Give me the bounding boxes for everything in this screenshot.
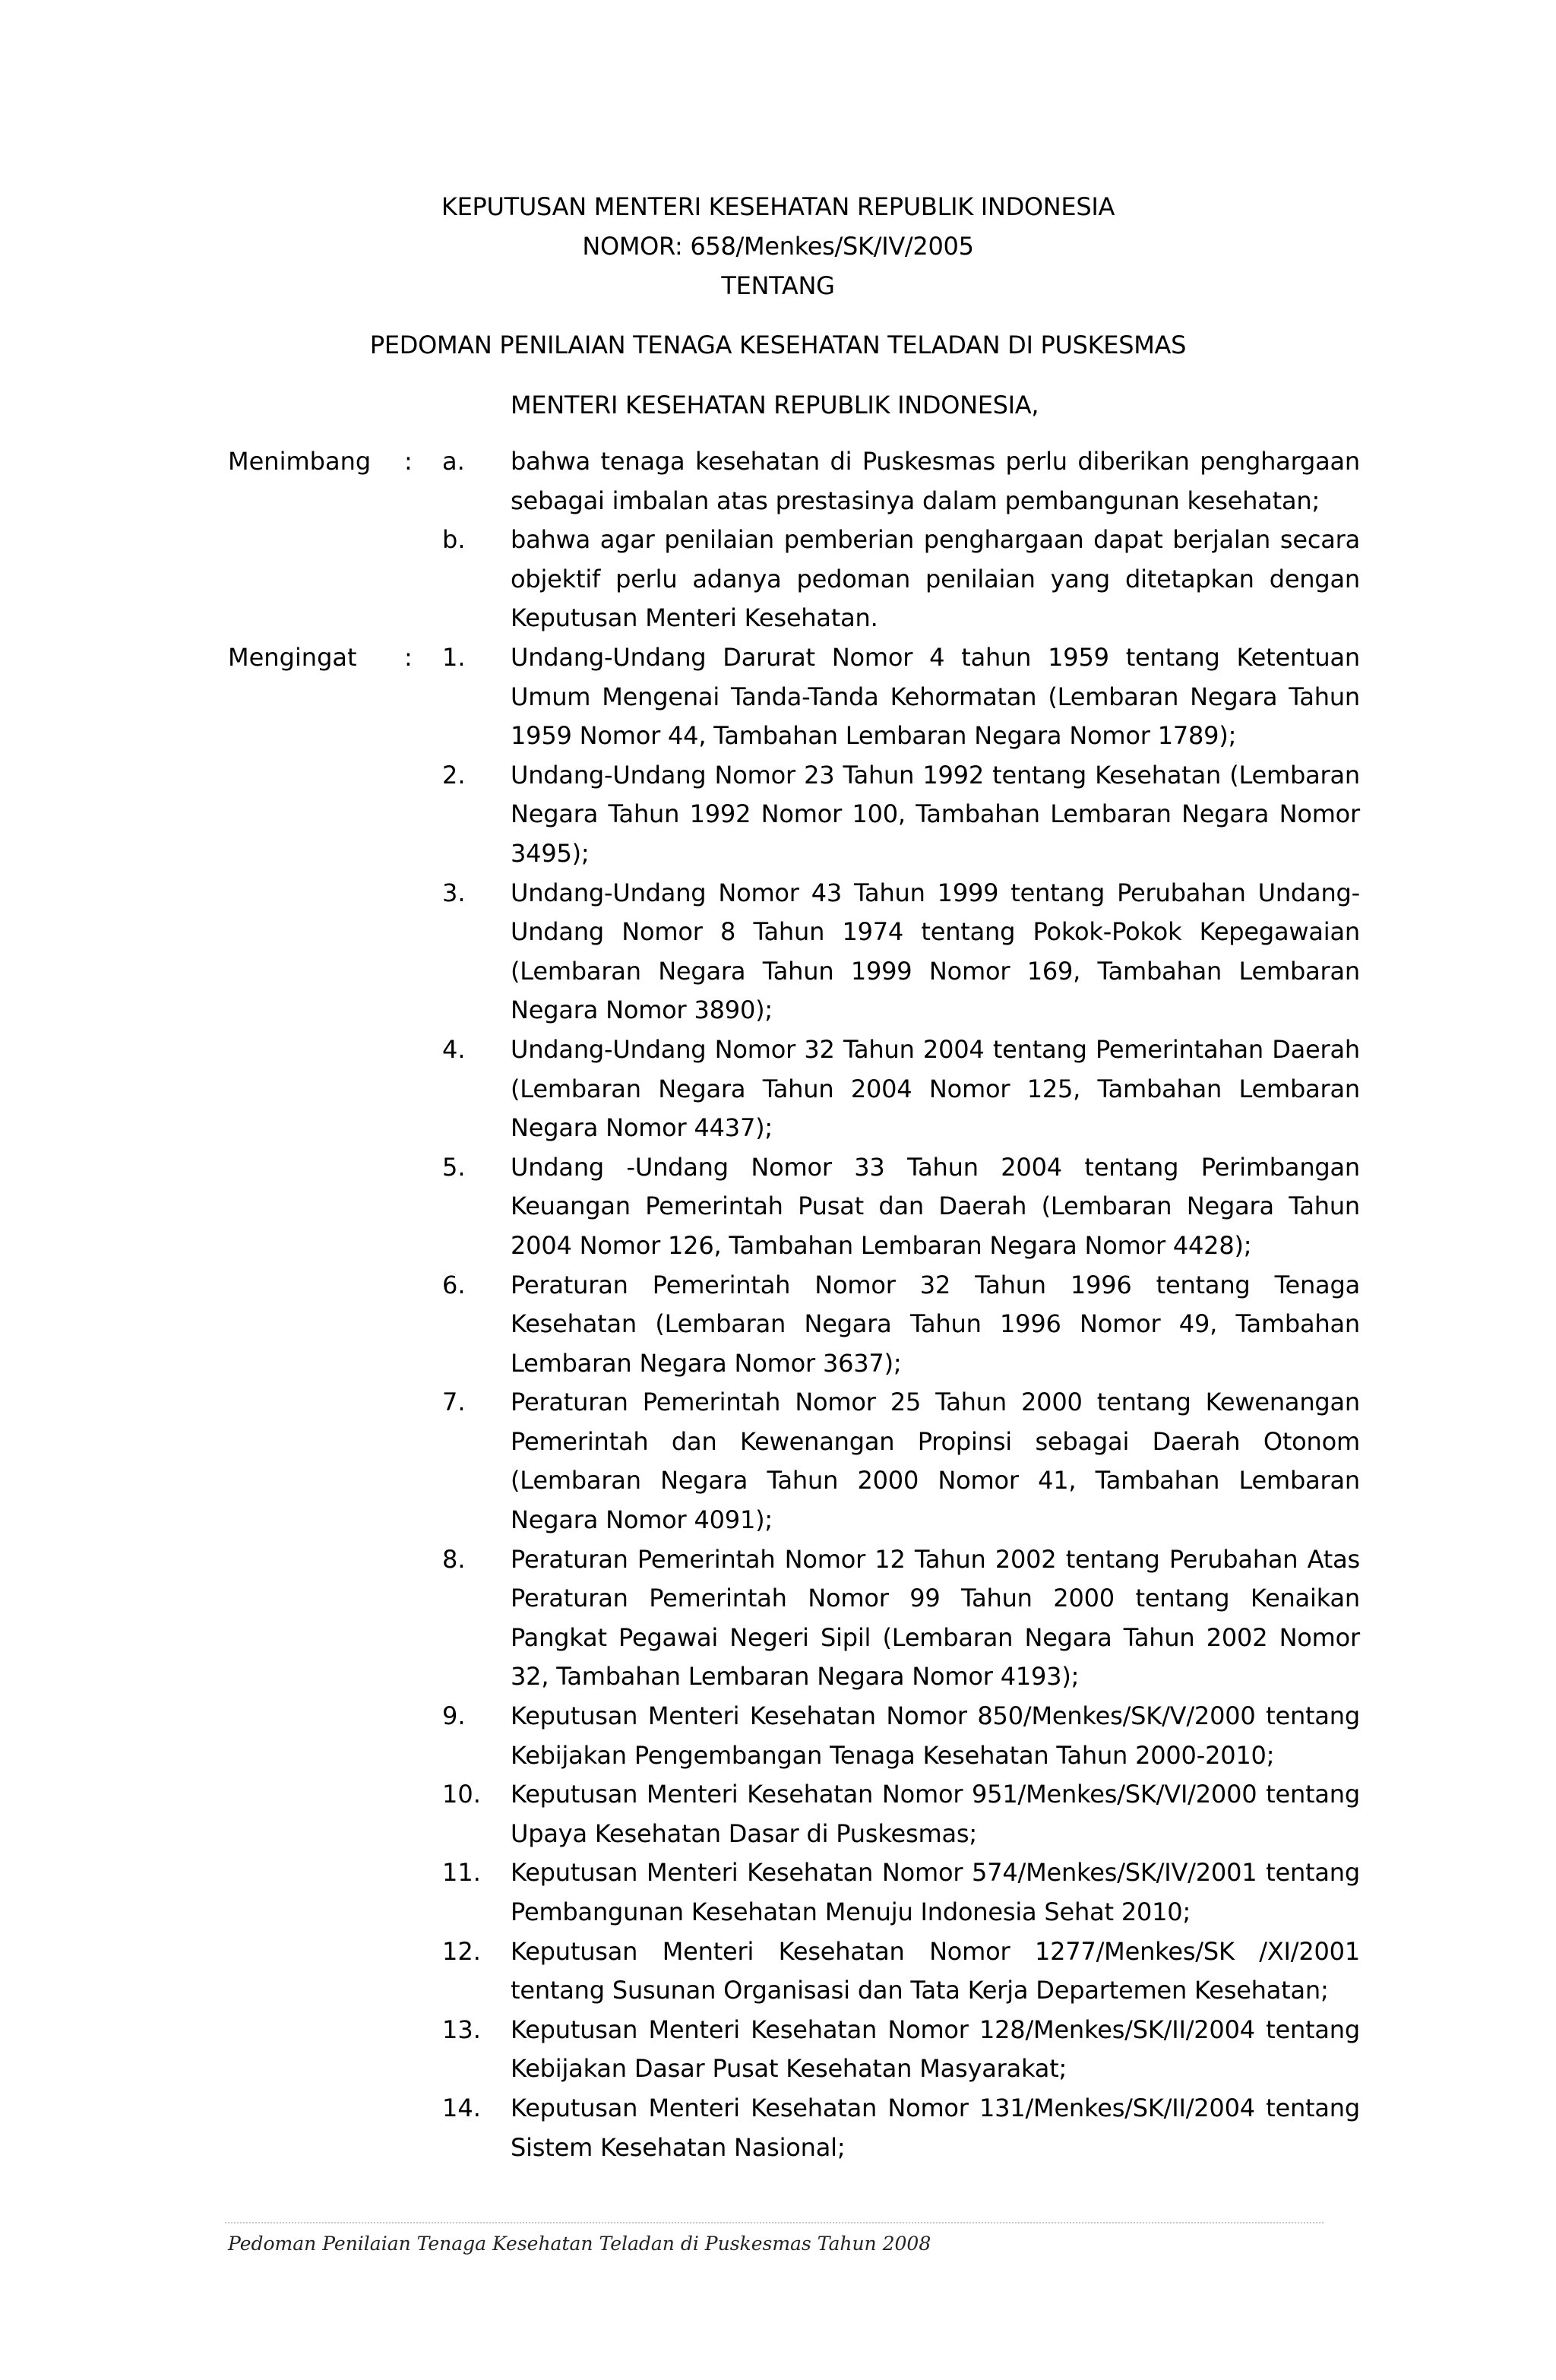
mengingat-section [228,638,1368,2167]
item-number: 7. [442,1388,466,1417]
item-text: Undang-Undang Nomor 43 Tahun 1999 tentang Perubahan Undang-Undang Nomor 8 Tahun 1974 tentang Pokok-Pokok Kepegawaian (Lembaran Negara Tahun 1999 Nomor 169, Tambahan Lembaran Negara Nomor 3890); [511,878,1360,1025]
item-text: bahwa agar penilaian pemberian penghargaan dapat berjalan secara objektif perlu adanya pedoman penilaian yang ditetapkan dengan Keputusan Menteri Kesehatan. [511,525,1360,633]
decree-subject: PEDOMAN PENILAIAN TENAGA KESEHATAN TELADAN DI PUSKESMAS [369,331,1187,359]
item-number: b. [442,525,466,555]
item-number: 2. [442,760,466,790]
item-number: a. [442,447,465,476]
mengingat-item [228,1148,1368,1266]
menimbang-label: Menimbang [228,447,372,476]
item-text: Undang-Undang Darurat Nomor 4 tahun 1959 tentang Ketentuan Umum Mengenai Tanda-Tanda Kehormatan (Lembaran Negara Tahun 1959 Nomor 44, Tambahan Lembaran Negara Nomor 1789); [511,643,1360,751]
item-text: Peraturan Pemerintah Nomor 25 Tahun 2000 tentang Kewenangan Pemerintah dan Kewenangan Propinsi sebagai Daerah Otonom (Lembaran Negara Tahun 2000 Nomor 41, Tambahan Lembaran Negara Nomor 4091); [511,1388,1360,1535]
decree-tentang: TENTANG [721,271,835,300]
mengingat-item [228,1932,1368,2011]
item-number: 12. [442,1936,481,1966]
mengingat-item [228,1853,1368,1932]
item-number: 1. [442,643,466,672]
item-text: Keputusan Menteri Kesehatan Nomor 951/Menkes/SK/VI/2000 tentang Upaya Kesehatan Dasar di Puskesmas; [511,1780,1360,1848]
page-footer: Pedoman Penilaian Tenaga Kesehatan Teladan di Puskesmas Tahun 2008 [228,2233,931,2255]
mengingat-item [228,1266,1368,1384]
mengingat-item [228,1383,1368,1540]
mengingat-label: Mengingat [228,643,357,672]
item-text: Peraturan Pemerintah Nomor 32 Tahun 1996 tentang Tenaga Kesehatan (Lembaran Negara Tahun 1996 Nomor 49, Tambahan Lembaran Negara Nomor 3637); [511,1270,1360,1378]
item-number: 5. [442,1152,466,1182]
item-number: 8. [442,1544,466,1574]
mengingat-item [228,2089,1368,2167]
item-number: 9. [442,1701,466,1731]
item-number: 11. [442,1858,481,1888]
item-text: Undang-Undang Nomor 23 Tahun 1992 tentang Kesehatan (Lembaran Negara Tahun 1992 Nomor 100, Tambahan Lembaran Negara Nomor 3495); [511,760,1360,868]
mengingat-item [228,874,1368,1030]
minister-heading: MENTERI KESEHATAN REPUBLIK INDONESIA, [511,391,1039,419]
mengingat-item [228,756,1368,874]
mengingat-item [228,1775,1368,1853]
mengingat-item [228,1540,1368,1697]
item-text: Keputusan Menteri Kesehatan Nomor 574/Menkes/SK/IV/2001 tentang Pembangunan Kesehatan Menuju Indonesia Sehat 2010; [511,1858,1360,1926]
menimbang-colon: : [404,447,413,476]
item-number: 14. [442,2093,481,2122]
item-text: Keputusan Menteri Kesehatan Nomor 131/Menkes/SK/II/2004 tentang Sistem Kesehatan Nasional; [511,2093,1360,2162]
item-text: Peraturan Pemerintah Nomor 12 Tahun 2002 tentang Perubahan Atas Peraturan Pemerintah Nomor 99 Tahun 2000 tentang Kenaikan Pangkat Pegawai Negeri Sipil (Lembaran Negara Tahun 2002 Nomor 32, Tambahan Lembaran Negara Nomor 4193); [511,1544,1360,1692]
item-number: 6. [442,1270,466,1299]
mengingat-item [228,1030,1368,1148]
decree-number: NOMOR: 658/Menkes/SK/IV/2005 [582,232,974,261]
item-text: bahwa tenaga kesehatan di Puskesmas perlu diberikan penghargaan sebagai imbalan atas prestasinya dalam pembangunan kesehatan; [511,447,1360,515]
mengingat-item [228,638,1368,756]
mengingat-item [228,2011,1368,2089]
item-number: 4. [442,1034,466,1064]
decree-title: KEPUTUSAN MENTERI KESEHATAN REPUBLIK INDONESIA [441,192,1115,221]
item-text: Keputusan Menteri Kesehatan Nomor 850/Menkes/SK/V/2000 tentang Kebijakan Pengembangan Tenaga Kesehatan Tahun 2000-2010; [511,1701,1360,1770]
menimbang-item [228,521,1368,638]
mengingat-item [228,1697,1368,1775]
mengingat-colon: : [404,643,413,672]
item-number: 13. [442,2014,481,2044]
item-number: 3. [442,878,466,907]
item-text: Keputusan Menteri Kesehatan Nomor 128/Menkes/SK/II/2004 tentang Kebijakan Dasar Pusat Kesehatan Masyarakat; [511,2014,1360,2084]
menimbang-section [228,442,1368,638]
item-text: Undang-Undang Nomor 32 Tahun 2004 tentang Pemerintahan Daerah (Lembaran Negara Tahun 2004 Nomor 125, Tambahan Lembaran Negara Nomor 4437); [511,1034,1360,1143]
item-number: 10. [442,1780,481,1809]
footer-divider [225,2222,1324,2223]
menimbang-item [228,442,1368,521]
item-text: Keputusan Menteri Kesehatan Nomor 1277/Menkes/SK /XI/2001 tentang Susunan Organisasi dan Tata Kerja Departemen Kesehatan; [511,1936,1360,2005]
item-text: Undang -Undang Nomor 33 Tahun 2004 tentang Perimbangan Keuangan Pemerintah Pusat dan Daerah (Lembaran Negara Tahun 2004 Nomor 126, Tambahan Lembaran Negara Nomor 4428); [511,1152,1360,1260]
